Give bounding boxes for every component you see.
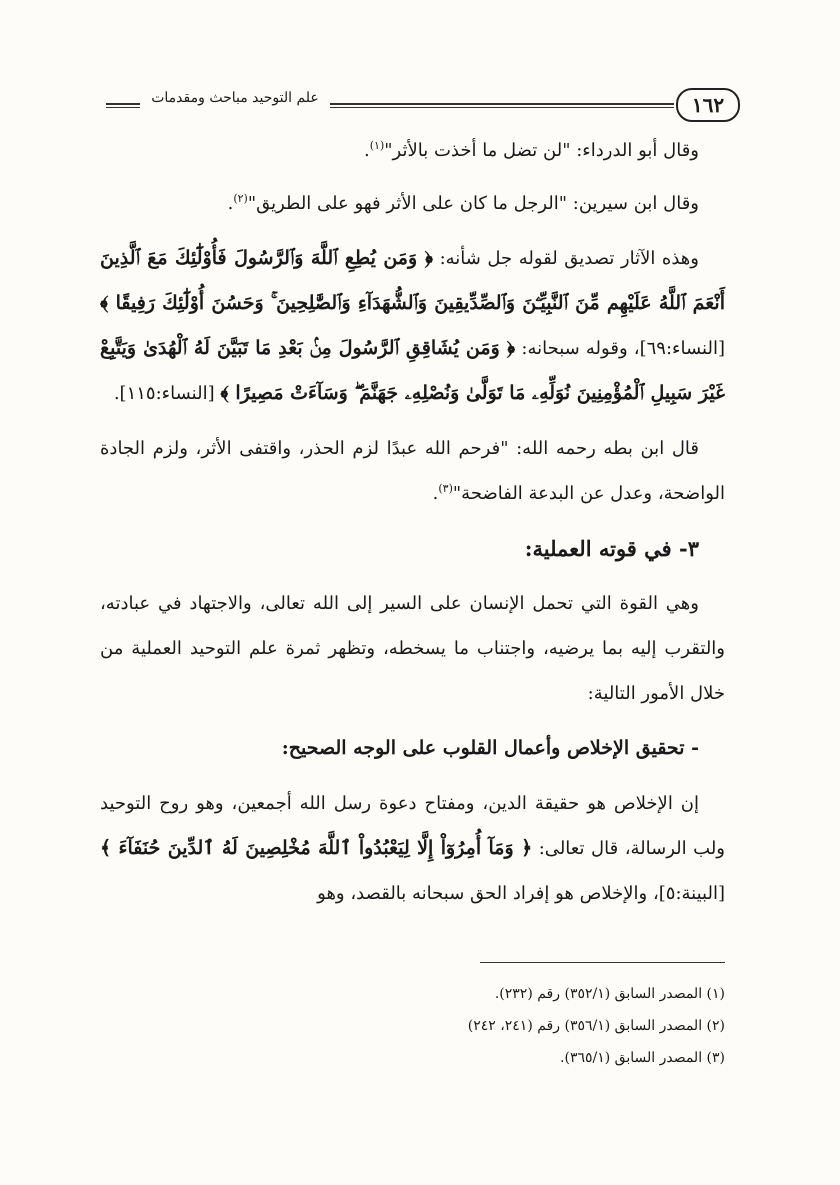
text-run: .	[227, 193, 234, 214]
paragraph	[100, 181, 725, 226]
section-heading	[100, 526, 725, 571]
text-run: وقال ابن سيرين: "الرجل ما كان على الأثر فهو على الطريق"	[247, 193, 699, 214]
text-run: قال ابن بطه رحمه الله: "فرحم الله عبدًا لزم الحذر، واقتفى الأثر، ولزم الجادة الواضحة، وعدل عن البدعة الفاضحة"	[100, 438, 725, 504]
quran-verse: ﴿ وَمَآ أُمِرُوٓاْ إِلَّا لِيَعْبُدُواْ ٱللَّهَ مُخْلِصِينَ لَهُ ٱلدِّينَ حُنَفَآءَ ﴾	[100, 837, 533, 859]
quran-verse: ﴿ وَمَن يُطِعِ ٱللَّهَ وَٱلرَّسُولَ فَأُوْلَٰٓئِكَ مَعَ ٱلَّذِينَ أَنْعَمَ ٱللَّهُ عَلَيْهِم مِّنَ ٱلنَّبِيِّـۧنَ وَٱلصِّدِّيقِينَ وَٱلشُّهَدَآءِ وَٱلصَّٰلِحِينَ ۚ وَحَسُنَ أُوْلَٰٓئِكَ رَفِيقًا ﴾	[100, 247, 725, 314]
text-run: .	[432, 483, 439, 504]
subsection-heading	[100, 726, 725, 771]
quran-verse: ﴿ وَمَن يُشَاقِقِ ٱلرَّسُولَ مِنۢ بَعْدِ مَا تَبَيَّنَ لَهُ ٱلْهُدَىٰ وَيَتَّبِعْ غَيْرَ سَبِيلِ ٱلْمُؤْمِنِينَ نُوَلِّهِۦ مَا تَوَلَّىٰ وَنُصْلِهِۦ جَهَنَّمَ ۖ وَسَآءَتْ مَصِيرًا ﴾	[100, 337, 725, 404]
paragraph	[100, 236, 725, 416]
text-run: [النساء:١١٥].	[113, 383, 221, 404]
footnote-marker: (١)	[369, 139, 385, 152]
header-rule-short	[106, 103, 140, 108]
paragraph	[100, 581, 725, 716]
footnote-1: (١) المصدر السابق (٣٥٢/١) رقم (٢٣٢).	[494, 986, 725, 1002]
main-text	[100, 128, 725, 926]
page-header	[100, 88, 740, 124]
header-rule	[330, 103, 674, 108]
footnote-3: (٣) المصدر السابق (٣٦٥/١).	[560, 1050, 725, 1066]
text-run: [البينة:٥]، والإخلاص هو إفراد الحق سبحانه بالقصد، وهو	[317, 883, 725, 904]
paragraph	[100, 128, 725, 173]
text-run: ٣- في قوته العملية:	[524, 536, 699, 561]
text-run: - تحقيق الإخلاص وأعمال القلوب على الوجه الصحيح:	[281, 737, 699, 759]
paragraph	[100, 426, 725, 516]
paragraph	[100, 781, 725, 916]
running-title: علم التوحيد مباحث ومقدمات	[151, 90, 319, 106]
text-run: وهذه الآثار تصديق لقوله جل شأنه:	[433, 248, 699, 269]
footnote-separator	[480, 962, 725, 963]
footnote-marker: (٣)	[438, 482, 453, 495]
footnote-2: (٢) المصدر السابق (٣٥٦/١) رقم (٢٤١، ٢٤٢)	[467, 1018, 725, 1034]
text-run: وهي القوة التي تحمل الإنسان على السير إلى الله تعالى، والاجتهاد في عبادته، والتقرب إليه بما يرضيه، واجتناب ما يسخطه، وتظهر ثمرة علم التوحيد العملية من خلال الأمور التالية:	[100, 593, 725, 704]
text-run: إن الإخلاص هو حقيقة الدين، ومفتاح دعوة رسل الله أجمعين، وهو روح التوحيد ولب الرسالة، قال تعالى:	[100, 793, 726, 859]
text-run: وقال أبو الدرداء: "لن تضل ما أخذت بالأثر"	[384, 140, 699, 161]
footnote-marker: (٢)	[233, 192, 248, 205]
text-run: [النساء:٦٩]، وقوله سبحانه:	[515, 338, 725, 359]
page-number: ١٦٢	[676, 88, 740, 122]
text-run: .	[364, 140, 370, 161]
footnotes	[300, 978, 725, 1074]
